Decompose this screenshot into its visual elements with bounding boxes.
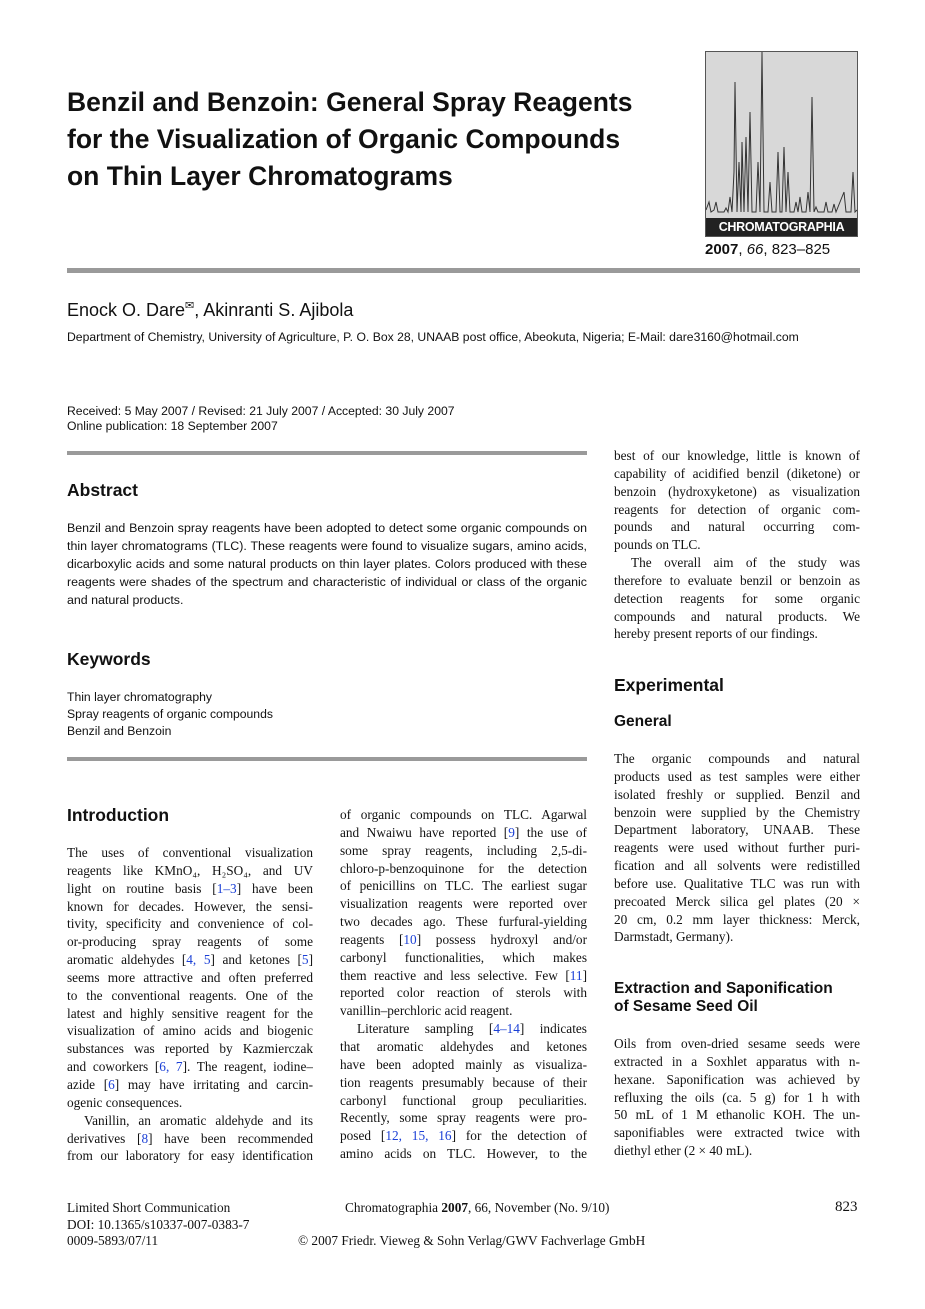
text-line: or-producing spray reagents of some	[67, 934, 313, 950]
text-line: azide [6] may have irritating and carcin-	[67, 1076, 313, 1092]
text-line: Department laboratory, UNAAB. These	[614, 822, 860, 838]
text-line: from our laboratory for easy identification	[67, 1148, 313, 1164]
keywords-list	[67, 689, 273, 740]
text-line: reagents were used without further puri-	[614, 840, 860, 856]
text-line: precoated Merck silica gel plates (20 ×	[614, 893, 860, 909]
text-line: light on routine basis [1–3] have been	[67, 880, 313, 896]
text-line: posed [12, 15, 16] for the detection of	[340, 1128, 587, 1144]
text-line: Darmstadt, Germany).	[614, 929, 734, 945]
text-line: amino acids on TLC. However, to the	[340, 1146, 587, 1162]
abstract-heading: Abstract	[67, 480, 138, 500]
keyword: Spray reagents of organic compounds	[67, 707, 273, 721]
experimental-heading: Experimental	[614, 675, 724, 695]
text-line: them reactive and less selective. Few [11]	[340, 967, 587, 983]
text-line: 50 mL of 1 M ethanolic KOH. The un-	[614, 1107, 860, 1123]
text-line: aromatic aldehydes [4, 5] and ketones [5]	[67, 952, 313, 968]
text-line: capability of acidified benzil (diketone) or	[614, 465, 860, 481]
text-line: reagents were shades of the spectrum and characteristic of individual or class of the organic	[67, 575, 587, 589]
authors	[67, 299, 353, 321]
text-line: reported color reaction of sterols with	[340, 985, 587, 1001]
divider	[67, 451, 587, 455]
dates	[67, 404, 455, 433]
text-line: Vanillin, an aromatic aldehyde and its	[84, 1112, 313, 1128]
text-line: tivity, specificity and convenience of col-	[67, 916, 313, 932]
text-line: to the conventional reagents. One of the	[67, 987, 313, 1003]
citation-link[interactable]: 9	[508, 824, 515, 840]
text-line: Literature sampling [4–14] indicates	[357, 1021, 587, 1037]
general-text	[614, 750, 860, 946]
divider	[67, 757, 587, 761]
citation-link[interactable]: 1–3	[216, 880, 237, 896]
text-line: The uses of conventional visualization	[67, 845, 313, 860]
text-line: some spray reagents, including 2,5-di-	[340, 842, 587, 858]
text-line: derivatives [8] have been recommended	[67, 1130, 313, 1146]
text-line: pounds on TLC.	[614, 537, 701, 553]
text-line: two decades ago. These furfural-yielding	[340, 914, 587, 930]
text-line: extracted in a Soxhlet apparatus with n-	[614, 1053, 860, 1069]
journal-name: Chromatographia	[345, 1200, 442, 1215]
text-line: have been adopted mainly as visualiza-	[340, 1056, 587, 1072]
article-title	[67, 84, 697, 195]
general-heading: General	[614, 713, 672, 730]
text-line: and natural products.	[67, 593, 184, 607]
text-line: visualization of amino acids and biogenic	[67, 1023, 313, 1039]
text-line: therefore to evaluate benzil or benzoin as	[614, 572, 860, 588]
author-name: Enock O. Dare	[67, 300, 186, 320]
text-line: benzoin were supplied by the Chemistry	[614, 804, 860, 820]
text-line: carbonyl functionalities, which makes	[340, 949, 587, 965]
text-line: best of our knowledge, little is known of	[614, 448, 860, 463]
journal-cover-logo	[705, 51, 858, 237]
citation-link[interactable]: 11	[569, 967, 583, 983]
abstract-text	[67, 519, 587, 609]
text-line: seems more attractive and often preferred	[67, 969, 313, 985]
author-name: , Akinranti S. Ajibola	[194, 300, 354, 320]
online-publication: Online publication: 18 September 2007	[67, 418, 278, 433]
text-line: thin layer chromatograms (TLC). These reagents were found to visualize sugars, amino acids,	[67, 539, 587, 553]
text-line: isolated freshly or supplied. Benzil and	[614, 786, 860, 802]
text-line: hereby present reports of our findings.	[614, 626, 818, 642]
text-line: and Nwaiwu have reported [9] the use of	[340, 824, 587, 840]
introduction-heading: Introduction	[67, 805, 170, 825]
heading-line: of Sesame Seed Oil	[614, 998, 758, 1015]
received-dates: Received: 5 May 2007 / Revised: 21 July 2007 / Accepted: 30 July 2007	[67, 404, 455, 418]
text-line: products used as test samples were either	[614, 768, 860, 784]
text-line: and coworkers [6, 7]. The reagent, iodine–	[67, 1059, 313, 1075]
citation-link[interactable]: 12, 15, 16	[385, 1128, 452, 1144]
text-line: diethyl ether (2 × 40 mL).	[614, 1143, 753, 1159]
page-number: 823	[835, 1199, 858, 1215]
citation-pages: 823–825	[771, 241, 831, 258]
citation-link[interactable]: 6	[108, 1076, 115, 1092]
journal-year: 2007	[441, 1200, 468, 1215]
text-line: reagents like KMnO₄, H₂SO₄, and UV	[67, 862, 313, 878]
citation-link[interactable]: 8	[141, 1130, 149, 1146]
divider	[67, 268, 860, 273]
text-line: detection reagents for some organic	[614, 590, 860, 606]
citation-link[interactable]: 4, 5	[186, 952, 211, 968]
text-line: chloro-p-benzoquinone for the detection	[340, 860, 587, 876]
text-line: of organic compounds on TLC. Agarwal	[340, 807, 587, 822]
text-line: The organic compounds and natural	[614, 751, 860, 766]
title-line: for the Visualization of Organic Compounds	[67, 124, 621, 154]
introduction-column-1	[67, 844, 313, 1165]
text-line: carbonyl functional group peculiarities.	[340, 1092, 587, 1108]
text-line: 20 cm, 0.2 mm layer thickness: Merck,	[614, 911, 860, 927]
journal-logo-text: CHROMATOGRAPHIA	[706, 218, 857, 236]
extraction-heading	[614, 980, 833, 1016]
keyword: Benzil and Benzoin	[67, 724, 172, 738]
heading-line: Extraction and Saponification	[614, 980, 833, 997]
title-line: on Thin Layer Chromatograms	[67, 161, 453, 191]
journal-issue: , 66, November (No. 9/10)	[467, 1200, 610, 1215]
text-line: latest and highly sensitive reagent for the	[67, 1005, 313, 1021]
text-line: pounds and natural occurring com-	[614, 519, 860, 535]
citation-link[interactable]: 10	[403, 931, 417, 947]
issn: 0009-5893/07/11	[67, 1233, 159, 1248]
text-line: before use. Qualitative TLC was run with	[614, 875, 860, 891]
copyright: © 2007 Friedr. Vieweg & Sohn Verlag/GWV Fachverlage GmbH	[298, 1233, 646, 1248]
text-line: hexane. Saponification was achieved by	[614, 1071, 860, 1087]
chromatogram-graphic	[706, 52, 857, 218]
text-line: fication and all solvents were redistilled	[614, 858, 860, 874]
text-line: benzoin (hydroxyketone) as visualization	[614, 483, 860, 499]
keyword: Thin layer chromatography	[67, 690, 212, 704]
citation-link[interactable]: 4–14	[493, 1021, 520, 1037]
footer-journal	[345, 1200, 609, 1216]
citation-year: 2007	[705, 241, 739, 258]
envelope-icon[interactable]: ✉	[185, 300, 195, 312]
affiliation: Department of Chemistry, University of Agriculture, P. O. Box 28, UNAAB post office, Abeokuta, Nigeria; E-Mail: dare3160@hotmail.com	[67, 330, 799, 344]
citation-volume: 66	[746, 241, 764, 258]
introduction-column-3	[614, 447, 860, 643]
text-line: Benzil and Benzoin spray reagents have been adopted to detect some organic compounds on	[67, 521, 587, 535]
text-line: The overall aim of the study was	[631, 555, 860, 571]
text-line: vanillin–perchloric acid reagent.	[340, 1003, 513, 1019]
citation-link[interactable]: 6, 7	[159, 1059, 183, 1075]
text-line: dicarboxylic acids and some natural products on thin layer plates. Colors produced with these	[67, 557, 587, 571]
text-line: substances was reported by Kazmierczak	[67, 1041, 313, 1057]
article-type: Limited Short Communication	[67, 1200, 231, 1215]
text-line: of penicillins on TLC. The earliest sugar	[340, 878, 587, 894]
text-line: known for decades. However, the sensi-	[67, 898, 313, 914]
extraction-text	[614, 1035, 860, 1160]
text-line: ogenic consequences.	[67, 1094, 183, 1110]
keywords-heading: Keywords	[67, 649, 151, 669]
text-line: tion reagents presumably because of their	[340, 1074, 587, 1090]
text-line: reagents [10] possess hydroxyl and/or	[340, 931, 587, 947]
text-line: visualization reagents were reported over	[340, 896, 587, 912]
text-line: compounds and natural products. We	[614, 608, 860, 624]
text-line: Recently, some spray reagents were pro-	[340, 1110, 587, 1126]
text-line: saponifiables were extracted twice with	[614, 1125, 860, 1141]
text-line: reagents for detection of organic com-	[614, 501, 860, 517]
footer-left	[67, 1200, 249, 1250]
text-line: refluxing the oils (ca. 5 g) for 1 h with	[614, 1089, 860, 1105]
title-line: Benzil and Benzoin: General Spray Reagents	[67, 87, 633, 117]
text-line: that aromatic aldehydes and ketones	[340, 1038, 587, 1054]
text-line: Oils from oven-dried sesame seeds were	[614, 1036, 860, 1051]
citation: 2007, 66, 823–825	[705, 241, 831, 258]
introduction-column-2	[340, 806, 587, 1163]
doi: DOI: 10.1365/s10337-007-0383-7	[67, 1216, 250, 1232]
citation-link[interactable]: 5	[301, 952, 309, 968]
